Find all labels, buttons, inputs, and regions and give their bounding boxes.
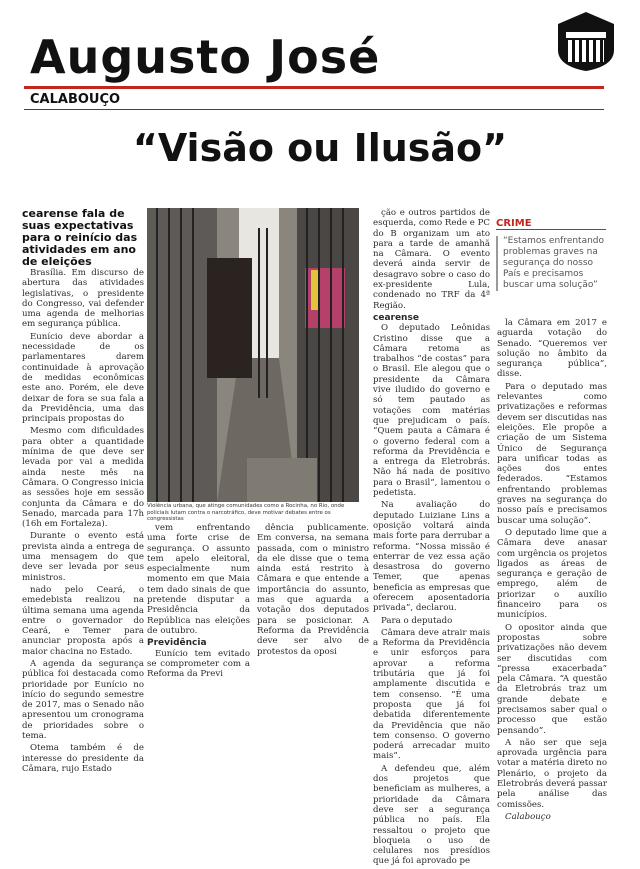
column-1 — [22, 268, 144, 776]
section-subhead: Previdência — [147, 638, 207, 649]
paragraph: Eunício tem evitado se comprometer com a Reforma da Previ — [147, 648, 250, 680]
paragraph: A agenda da segurança pública foi destacada como prioridade por Eunício no início do segundo semestre de 2017, mas o Senado não apresentou um cronograma de prioridades sobre o tema. — [22, 658, 144, 742]
paragraph: Durante o evento está prevista ainda a entrega de uma mensagem do que deve ser levada por seus ministros. — [22, 531, 144, 583]
paragraph: vem enfrentando uma forte crise de segurança. O assunto tem apelo eleitoral, especialmente num momento em que Maia tem dado sinais de que pretende disputar a Presidência da República nas eleições de outubro. — [147, 523, 250, 636]
column-3 — [257, 523, 369, 659]
paragraph: O opositor ainda que propostas sobre privatizações não devem ser discutidas com “pressa exacerbada” pela Câmara. “A questão da Eletrobrás traz um grande debate e precisamos saber qual o processo que estão pensando”. — [497, 622, 607, 736]
paragraph: A defendeu que, além dos projetos que beneficiam as mulheres, a prioridade da Câmara deve ser a segurança pública no país. Ela ressaltou o projeto que bloqueia o uso de celulares nos presídios que já foi aprovado pe — [373, 763, 490, 867]
prison-corridor-photo — [147, 208, 359, 502]
column-2 — [147, 523, 250, 681]
paragraph: Eunício deve abordar a necessidade de os parlamentares darem continuidade à aprovação de medidas econômicas este ano. Porém, ele deve deixar de fora se sua fala a da Previdência, uma das principais propostas do — [22, 331, 144, 425]
paragraph: O deputado Leônidas Cristino disse que a Câmara retoma as trabalhos “de costas” para o Brasil. Ele alegou que o presidente da Câmara vive iludido do governo e só tem pautado as votações com matérias que prejudicam o país. “Quem pauta a Câmara é o governo federal com a reforma da Previdência e a entrega da Eletrobrás. Não há nada de positivo para o Brasil”, lamentou o pedetista. — [373, 323, 490, 499]
paragraph: Otema também é de interesse do presidente da Câmara, rujo Estado — [22, 743, 144, 774]
column-5 — [497, 318, 607, 824]
pull-quote: “Estamos enfrentando problemas graves na segurança do nosso País e precisamos buscar uma solução” — [496, 236, 606, 291]
paragraph: A não ser que seja aprovada urgência para votar a matéria direto no Plenário, o projeto da Eletrobrás deverá passar pela análise das comissões. — [497, 737, 607, 810]
author-signature: Calabouço — [505, 811, 551, 822]
paragraph: Na avaliação do deputado Luiziane Lins a oposição voltará ainda mais forte para derrubar a reforma. “Nossa missão é enterrar de vez essa ação desastrosa do governo Temer, que apenas beneficia as empresas que oferecem aposentadoria privada”, declarou. — [373, 500, 490, 614]
masthead-title: Augusto José — [30, 30, 381, 84]
paragraph: dência publicamente. Em conversa, na semana passada, com o ministro da ele disse que o tema ainda está restrito à Câmara e que entende a importância do assunto, mas que aguarda a votação dos deputados para se posicionar. A Reforma da Previdência deve ser alvo de protestos da oposi — [257, 523, 369, 657]
column-4 — [373, 208, 490, 869]
section-label: CALABOUÇO — [30, 92, 121, 107]
headline: “Visão ou Ilusão” — [132, 126, 508, 170]
masthead-red-rule — [24, 86, 604, 89]
paragraph: O deputado lime que a Câmara deve anasar com urgência os projetos ligados as áreas de segurança e geração de emprego, além de priorizar o auxílio financeiro para os municípios. — [497, 527, 607, 621]
section-subhead: cearense — [373, 312, 419, 323]
news-photo — [147, 208, 359, 502]
article-subhead: cearense fala de suas expectativas para o reinício das atividades em ano de eleições — [22, 207, 138, 268]
paragraph: ção e outros partidos de esquerda, como Rede e PC do B organizam um ato para a tarde de amanhã na Câmara. O evento deverá ainda servir de desagravo sobre o caso do ex-presidente Lula, condenado no TRF da 4ª Região. — [373, 208, 490, 311]
paragraph: nado pelo Ceará, o emedebista realizou na última semana uma agenda entre o governador do Ceará, e Temer para anunciar proposta após a maior chacina no Estado. — [22, 584, 144, 657]
paragraph: Para o deputado — [381, 615, 453, 626]
photo-caption: Violência urbana, que atinge comunidades como a Rocinha, no Rio, onde policiais lutam contra o narcotráfico, deve motivar debates entre os congressistas — [147, 503, 345, 523]
paragraph: Brasília. Em discurso de abertura das atividades legislativas, o presidente do Congresso, vai defender uma agenda de melhorias em segurança pública. — [22, 268, 144, 330]
crime-pullquote — [496, 211, 606, 291]
paragraph: Para o deputado mas relevantes como privatizações e reformas devem ser discutidas nas eleições. Ele propõe a criação de um Sistema Único de Segurança para unificar todas as ações dos entes federados. “Estamos enfrentando problemas graves na segurança do nosso país e precisamos buscar uma solução”. — [497, 381, 607, 526]
paragraph: la Câmara em 2017 e aguarda votação do Senado. “Queremos ver solução no âmbito da segurança pública”, disse. — [497, 318, 607, 380]
section-rule — [24, 109, 604, 110]
paragraph: Mesmo com dificuldades para obter a quantidade mínima de que deve ser levada por vai a medida ainda neste mês na Câmara. O Congresso inicia as sessões hoje em sessão conjunta da Câmara e do Senado, marcada para 17h (16h em Fortaleza). — [22, 426, 144, 530]
paragraph: Câmara deve atrair mais a Reforma da Previdência e unir esforços para aprovar a reforma tributária que já foi amplamente discutida e tem consenso. “É uma proposta que já foi debatida diferentemente da Previdência que não tem consenso. O governo poderá arrecadar muito mais”. — [373, 627, 490, 762]
crime-label: CRIME — [496, 218, 606, 230]
calabouco-logo-icon — [556, 10, 616, 72]
